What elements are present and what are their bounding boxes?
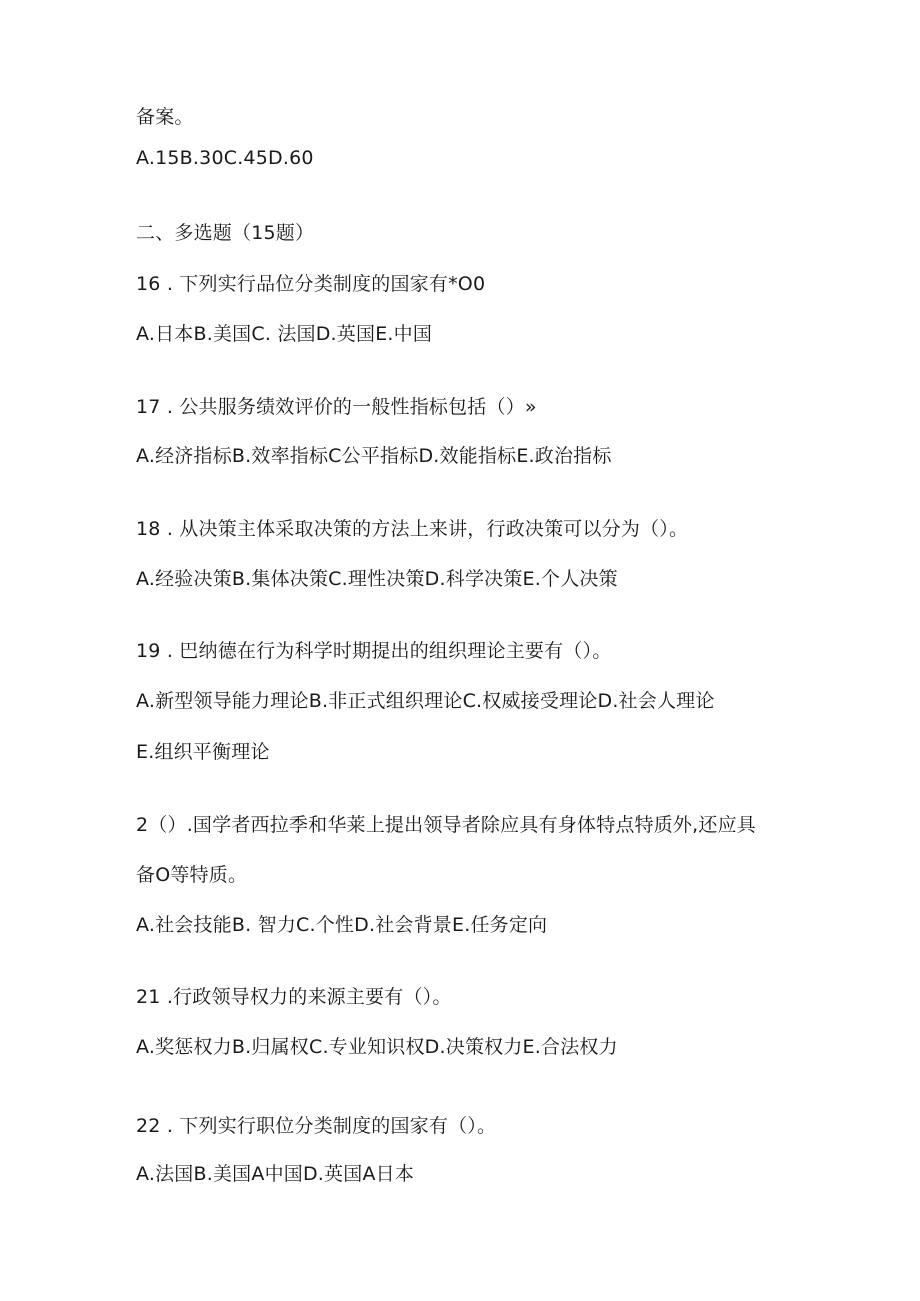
options-19: A.新型领导能力理论B.非正式组织理论C.权威接受理论D.社会人理论 — [136, 690, 715, 712]
options-18: A.经验决策B.集体决策C.理性决策D.科学决策E.个人决策 — [136, 568, 618, 590]
options-16: A.日本B.美国C. 法国D.英国E.中国 — [136, 323, 433, 345]
question-20-cont: 备O等特质。 — [136, 864, 248, 886]
options-22: A.法国B.美国A中国D.英国A日本 — [136, 1163, 415, 1185]
question-16: 16 . 下列实行品位分类制度的国家有*O0 — [136, 273, 486, 295]
text-line: A.15B.30C.45D.60 — [136, 147, 314, 169]
section-heading: 二、多选题（15题） — [136, 222, 315, 244]
options-21: A.奖惩权力B.归属权C.专业知识权D.决策权力E.合法权力 — [136, 1036, 618, 1058]
text-line: 备案。 — [136, 106, 194, 128]
options-17: A.经济指标B.效率指标C公平指标D.效能指标E.政治指标 — [136, 445, 612, 467]
question-18: 18 . 从决策主体采取决策的方法上来讲，行政决策可以分为（）。 — [136, 518, 689, 540]
question-19: 19 . 巴纳德在行为科学时期提出的组织理论主要有（）。 — [136, 640, 612, 662]
question-20: 2（）.国学者西拉季和华莱上提出领导者除应具有身体特点特质外,还应具 — [136, 814, 756, 836]
question-22: 22 . 下列实行职位分类制度的国家有（）。 — [136, 1115, 497, 1137]
options-20: A.社会技能B. 智力C.个性D.社会背景E.任务定向 — [136, 914, 548, 936]
question-21: 21 .行政领导权力的来源主要有（）。 — [136, 986, 452, 1008]
question-17: 17 . 公共服务绩效评价的一般性指标包括（）» — [136, 396, 537, 418]
options-19-cont: E.组织平衡理论 — [136, 741, 270, 763]
